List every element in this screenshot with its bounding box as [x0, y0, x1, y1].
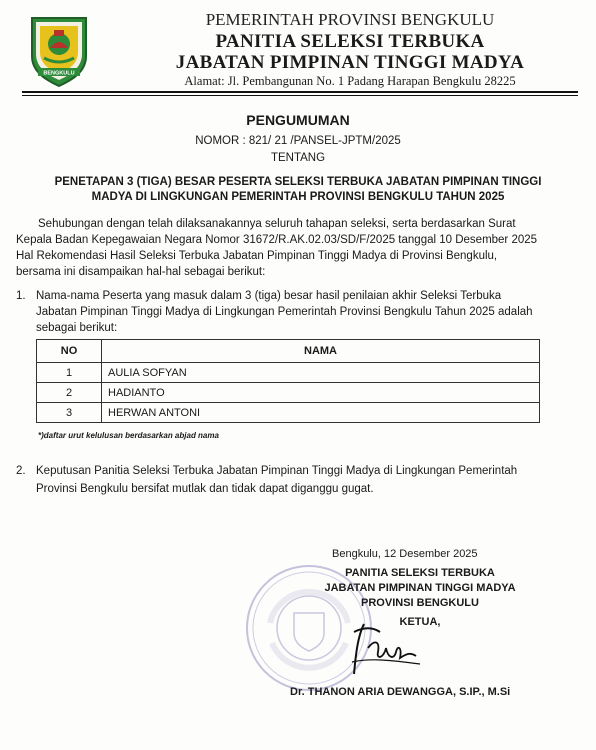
sign-org-line: PROVINSI BENGKULU — [361, 597, 479, 609]
point-text-line: Provinsi Bengkulu bersifat mutlak dan tidak dapat diganggu gugat. — [36, 483, 374, 495]
logo-text: BENGKULU — [43, 70, 75, 77]
table-header-row — [37, 340, 540, 363]
point-number: 1. — [16, 290, 26, 302]
signatory-name: Dr. THANON ARIA DEWANGGA, S.IP., M.Si — [290, 686, 511, 698]
letterhead-rule-thick — [22, 91, 578, 93]
table-row — [37, 383, 540, 403]
table-cell-nama: AULIA SOFYAN — [102, 363, 540, 383]
document-title: PENGUMUMAN — [246, 112, 350, 128]
table-cell-no: 3 — [37, 403, 102, 423]
document-subject-line: MADYA DI LINGKUNGAN PEMERINTAH PROVINSI BENGKULU TAHUN 2025 — [91, 191, 505, 203]
table-cell-no: 1 — [37, 363, 102, 383]
sign-role: KETUA, — [399, 616, 441, 628]
sign-place-date: Bengkulu, 12 Desember 2025 — [332, 548, 478, 560]
table-cell-nama: HERWAN ANTONI — [102, 403, 540, 423]
letterhead-position: JABATAN PIMPINAN TINGGI MADYA — [175, 52, 525, 73]
point-number: 2. — [16, 465, 26, 477]
table-row — [37, 363, 540, 383]
table-header-nama: NAMA — [102, 340, 540, 363]
candidates-table — [36, 339, 540, 423]
document-number: NOMOR : 821/ 21 /PANSEL-JPTM/2025 — [195, 135, 401, 147]
letterhead-rule-thin — [22, 95, 578, 96]
table-cell-nama: HADIANTO — [102, 383, 540, 403]
intro-paragraph-line: Kepala Badan Kepegawaian Negara Nomor 31672/R.AK.02.03/SD/F/2025 tanggal 10 Desember 2025 — [16, 234, 538, 246]
sign-org-line: PANITIA SELEKSI TERBUKA — [345, 567, 495, 579]
sign-org-line: JABATAN PIMPINAN TINGGI MADYA — [324, 582, 516, 594]
table-header-no: NO — [37, 340, 102, 363]
table-row — [37, 403, 540, 423]
document-tentang: TENTANG — [270, 152, 326, 164]
intro-paragraph-line: bersama ini disampaikan hal-hal sebagai berikut: — [16, 266, 266, 278]
document-subject-line: PENETAPAN 3 (TIGA) BESAR PESERTA SELEKSI TERBUKA JABATAN PIMPINAN TINGGI — [54, 176, 542, 188]
letterhead-committee: PANITIA SELEKSI TERBUKA — [215, 31, 485, 52]
intro-paragraph-line: Hal Rekomendasi Hasil Seleksi Terbuka Jabatan Pimpinan Tinggi Madya di Provinsi Bengkulu, — [16, 250, 498, 262]
point-text-line: Nama-nama Peserta yang masuk dalam 3 (tiga) besar hasil penilaian akhir Seleksi Terbuka — [36, 290, 502, 302]
point-text-line: Keputusan Panitia Seleksi Terbuka Jabatan Pimpinan Tinggi Madya di Lingkungan Pemerintah — [36, 465, 518, 477]
letterhead-address: Alamat: Jl. Pembangunan No. 1 Padang Harapan Bengkulu 28225 — [184, 74, 516, 88]
bengkulu-province-logo — [26, 14, 92, 88]
letterhead-government: PEMERINTAH PROVINSI BENGKULU — [205, 10, 495, 29]
table-cell-no: 2 — [37, 383, 102, 403]
point-text-line: sebagai berikut: — [36, 322, 118, 334]
table-footnote: *)daftar urut kelulusan berdasarkan abjad nama — [38, 431, 219, 440]
point-text-line: Jabatan Pimpinan Tinggi Madya di Lingkungan Pemerintah Provinsi Bengkulu Tahun 2025 adalah — [36, 306, 533, 318]
intro-paragraph-line: Sehubungan dengan telah dilaksanakannya seluruh tahapan seleksi, serta berdasarkan Surat — [38, 218, 516, 230]
